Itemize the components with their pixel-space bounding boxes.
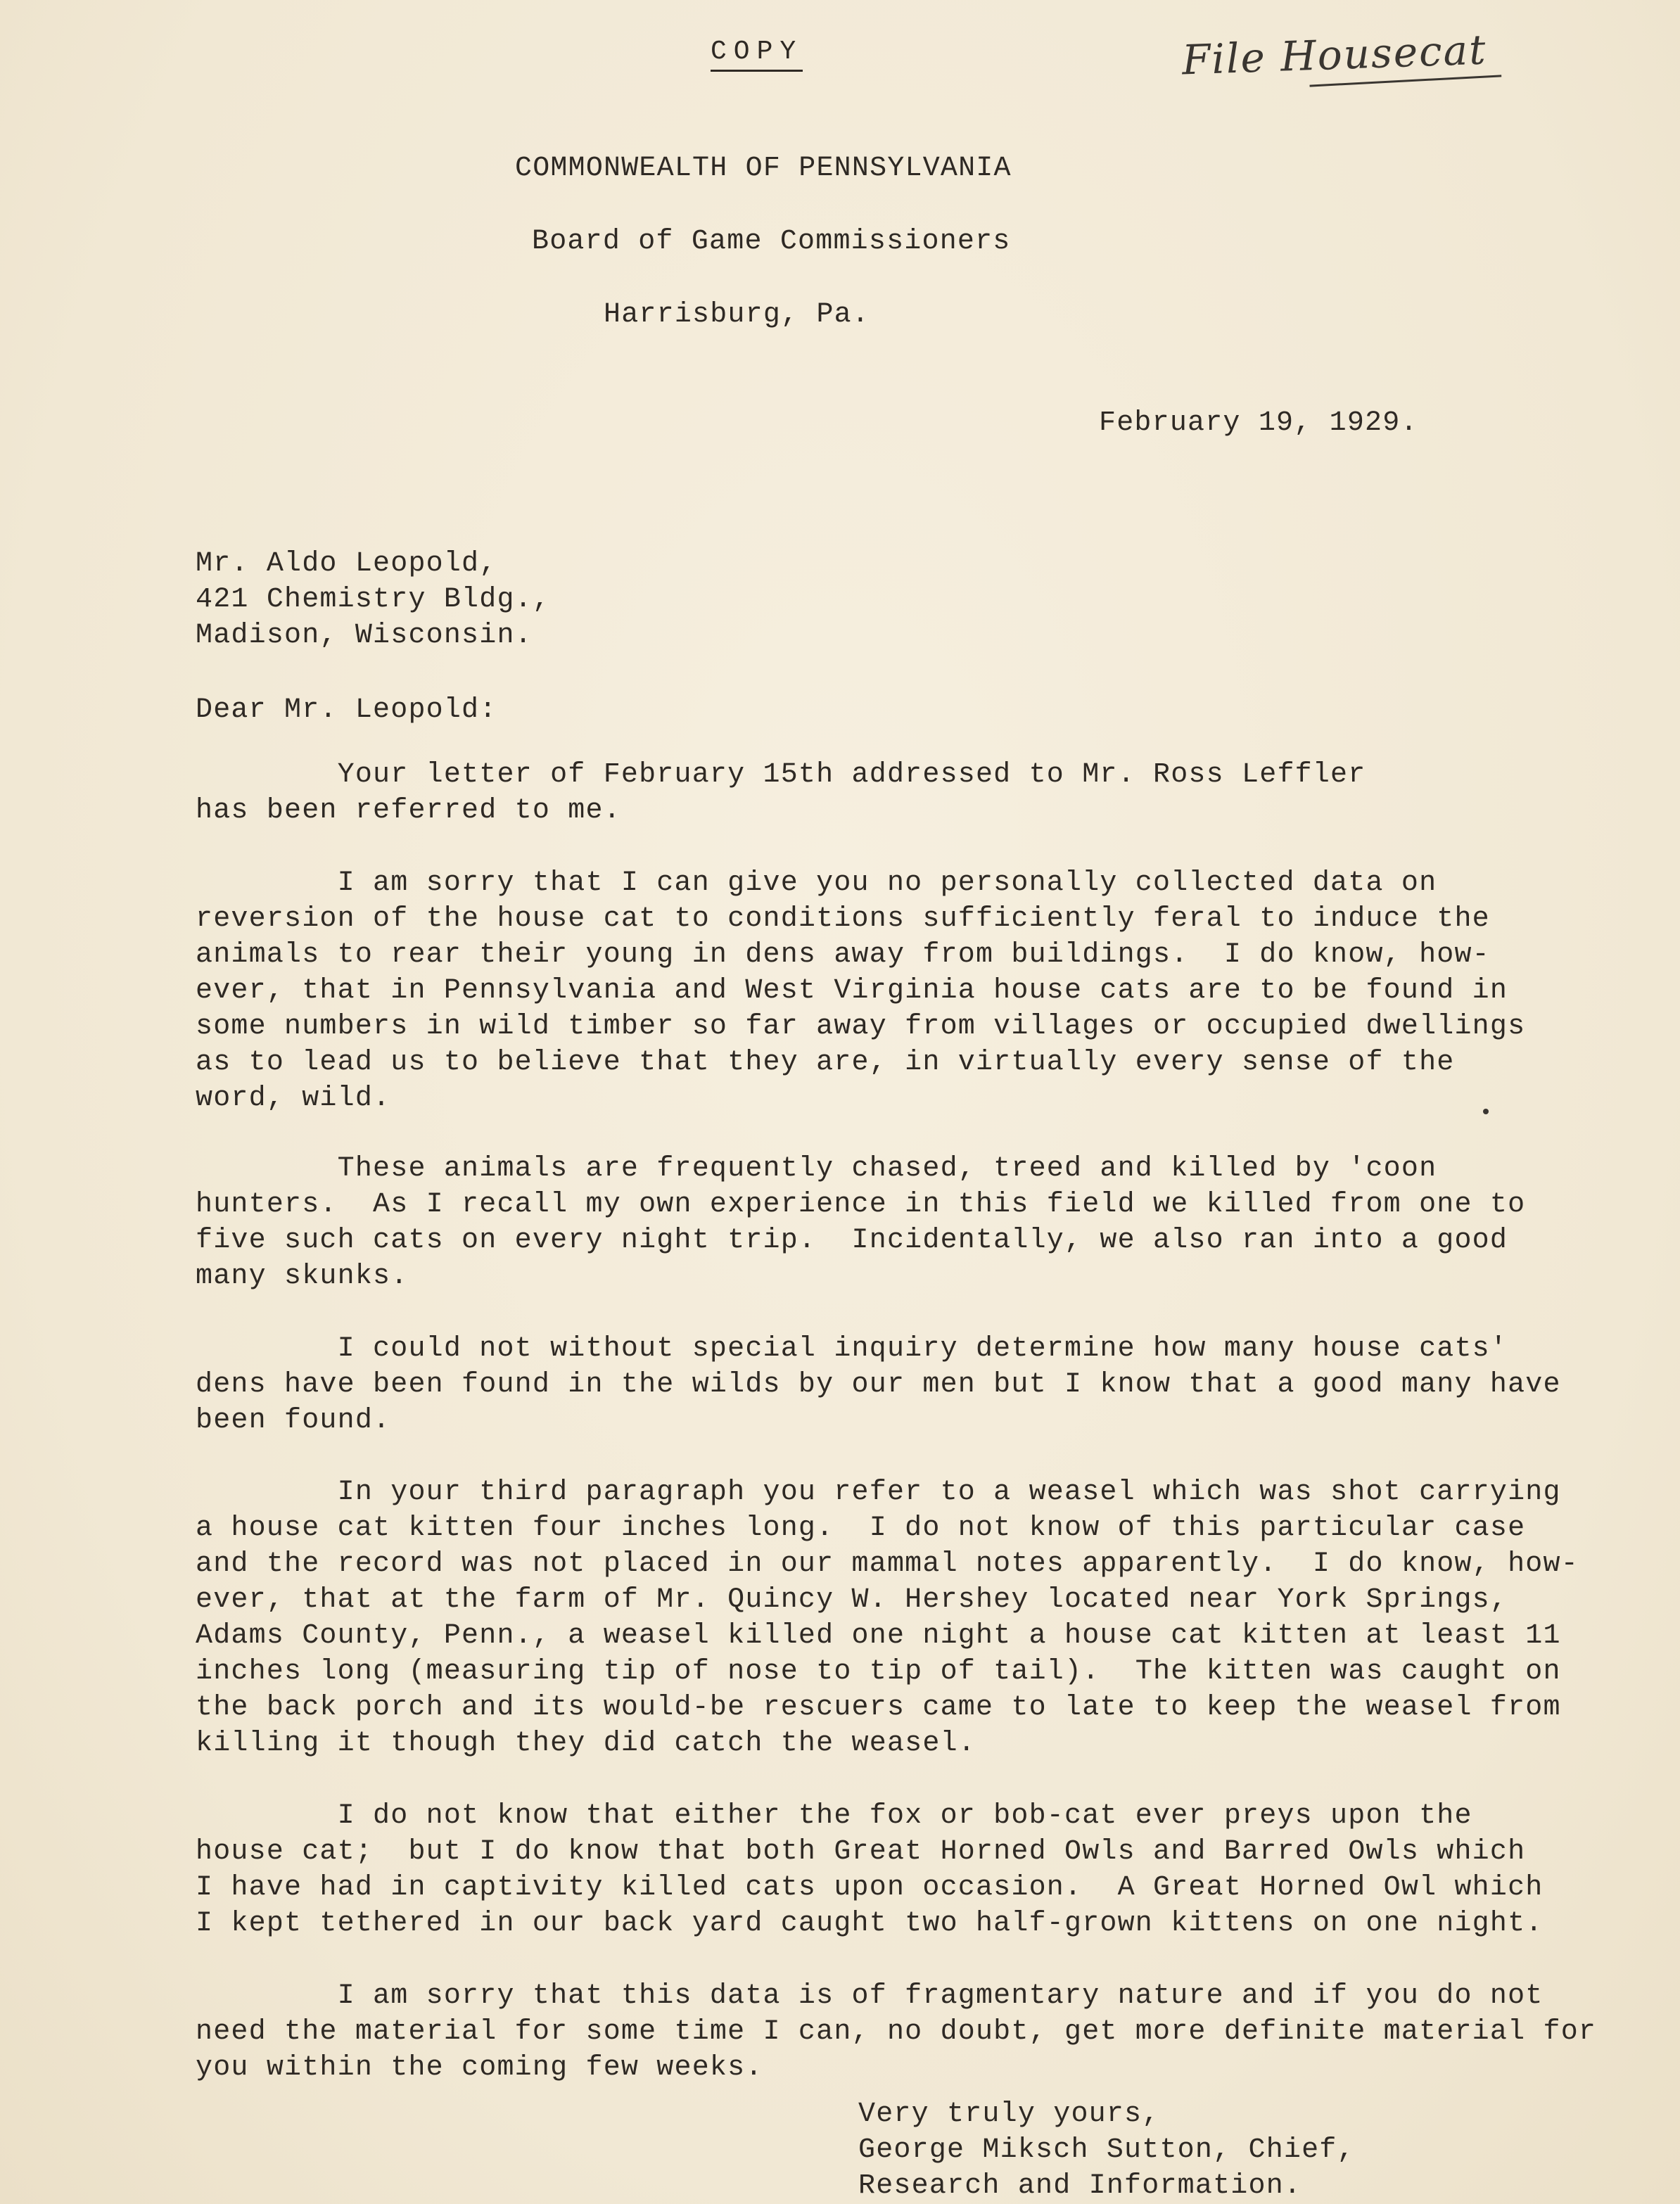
copy-label — [711, 34, 803, 70]
body-line: I kept tethered in our back yard caught two half-grown kittens on one night. — [196, 1908, 1544, 1939]
org-location: Harrisburg, Pa. — [604, 299, 870, 331]
closing-line: Very truly yours, — [858, 2098, 1160, 2130]
body-line: animals to rear their young in dens away from buildings. I do know, how- — [196, 939, 1490, 971]
body-paragraph-3 — [196, 1151, 1574, 1294]
body-paragraph-6 — [196, 1798, 1574, 1942]
body-line: has been referred to me. — [196, 795, 621, 827]
handwritten-file-note-text: File Housecat — [1181, 25, 1488, 84]
body-line: need the material for some time I can, no doubt, get more definite material for — [196, 2016, 1597, 2048]
handwritten-file-note — [1181, 25, 1488, 84]
body-line: many skunks. — [196, 1261, 409, 1292]
stray-mark — [1483, 1109, 1489, 1114]
body-line: ever, that at the farm of Mr. Quincy W. Hershey located near York Springs, — [196, 1584, 1508, 1616]
body-line: five such cats on every night trip. Incidentally, we also ran into a good — [196, 1225, 1508, 1256]
body-line: house cat; but I do know that both Great Horned Owls and Barred Owls which — [196, 1836, 1526, 1868]
body-line: dens have been found in the wilds by our men but I know that a good many have — [196, 1369, 1561, 1401]
body-line: the back porch and its would-be rescuers came to late to keep the weasel from — [196, 1692, 1561, 1724]
body-line: I am sorry that this data is of fragmentary nature and if you do not — [196, 1980, 1544, 2012]
org-department: Board of Game Commissioners — [532, 226, 1011, 257]
recipient-line: Madison, Wisconsin. — [196, 620, 533, 651]
recipient-address — [196, 546, 1574, 654]
body-line: I am sorry that I can give you no personally collected data on — [196, 867, 1437, 899]
copy-label-text: COPY — [711, 37, 803, 72]
closing-line: Research and Information. — [858, 2170, 1302, 2202]
closing-block — [858, 2096, 1632, 2204]
body-line: a house cat kitten four inches long. I do not know of this particular case — [196, 1512, 1526, 1544]
recipient-line: Mr. Aldo Leopold, — [196, 548, 497, 580]
body-paragraph-2 — [196, 865, 1574, 1116]
body-line: and the record was not placed in our mammal notes apparently. I do know, how- — [196, 1548, 1579, 1580]
body-paragraph-1 — [196, 757, 1574, 829]
org-name: COMMONWEALTH OF PENNSYLVANIA — [515, 153, 1012, 184]
body-line: you within the coming few weeks. — [196, 2052, 763, 2084]
body-line: Your letter of February 15th addressed to Mr. Ross Leffler — [196, 759, 1366, 791]
body-line: been found. — [196, 1405, 391, 1437]
body-line: ever, that in Pennsylvania and West Virginia house cats are to be found in — [196, 975, 1508, 1007]
body-line: I do not know that either the fox or bob-cat ever preys upon the — [196, 1800, 1472, 1832]
body-line: These animals are frequently chased, treed and killed by 'coon — [196, 1153, 1437, 1185]
body-paragraph-4 — [196, 1331, 1574, 1439]
body-line: In your third paragraph you refer to a weasel which was shot carrying — [196, 1477, 1561, 1508]
body-line: some numbers in wild timber so far away from villages or occupied dwellings — [196, 1011, 1526, 1043]
body-line: as to lead us to believe that they are, in virtually every sense of the — [196, 1047, 1455, 1078]
body-line: word, wild. — [196, 1083, 391, 1114]
letter-date: February 19, 1929. — [1099, 407, 1418, 439]
body-line: reversion of the house cat to conditions sufficiently feral to induce the — [196, 903, 1490, 935]
body-line: killing it though they did catch the weasel. — [196, 1728, 976, 1759]
body-line: Adams County, Penn., a weasel killed one night a house cat kitten at least 11 — [196, 1620, 1561, 1652]
salutation: Dear Mr. Leopold: — [196, 694, 497, 726]
closing-line: George Miksch Sutton, Chief, — [858, 2134, 1355, 2166]
body-paragraph-7 — [196, 1978, 1597, 2086]
body-line: I could not without special inquiry determine how many house cats' — [196, 1333, 1508, 1365]
body-paragraph-5 — [196, 1474, 1579, 1762]
body-line: I have had in captivity killed cats upon occasion. A Great Horned Owl which — [196, 1872, 1544, 1904]
recipient-line: 421 Chemistry Bldg., — [196, 584, 551, 616]
body-line: hunters. As I recall my own experience in this field we killed from one to — [196, 1189, 1526, 1221]
body-line: inches long (measuring tip of nose to tip of tail). The kitten was caught on — [196, 1656, 1561, 1688]
